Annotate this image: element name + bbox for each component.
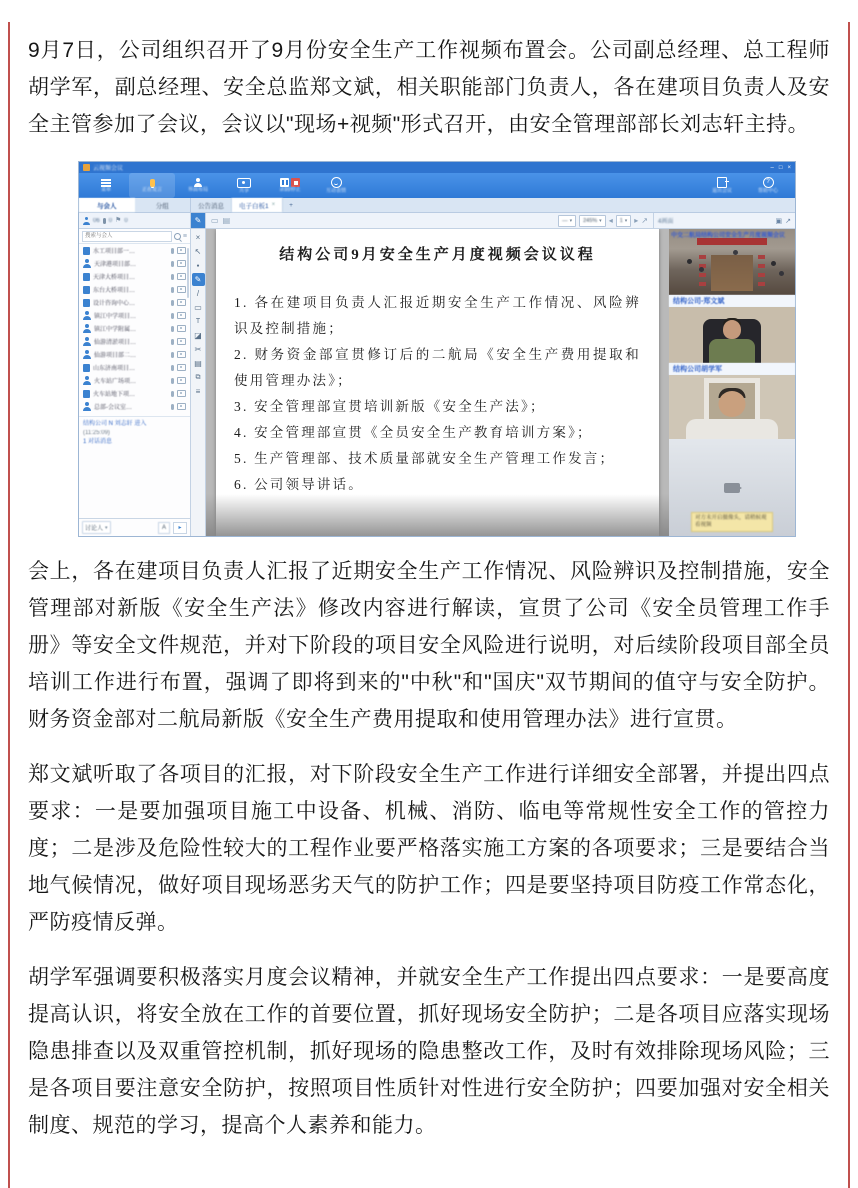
- clear-tool-icon[interactable]: [192, 231, 205, 244]
- layout-button[interactable]: 界面布局: [175, 173, 221, 198]
- participant-row[interactable]: 仙游清淤项目…: [79, 335, 190, 348]
- camera-icon[interactable]: [177, 325, 186, 332]
- record-pause-icon[interactable]: [280, 178, 289, 187]
- participant-row[interactable]: 水工项目部一…: [79, 244, 190, 257]
- pen-tool-icon[interactable]: [192, 273, 205, 286]
- mic-icon[interactable]: [171, 339, 174, 345]
- video-tile-zhengwenbin[interactable]: [669, 307, 795, 363]
- speaking-count-icon: [103, 218, 106, 224]
- video-panel-header: [654, 213, 795, 228]
- annotation-toolbar: [191, 229, 206, 536]
- record-button[interactable]: 录制/停止: [267, 173, 313, 198]
- active-pen-tool[interactable]: ✎: [191, 213, 206, 228]
- message-line: 结构公司 N 刘志轩 进入: [83, 421, 147, 427]
- conference-app-screenshot: [78, 161, 796, 537]
- text-tool-icon[interactable]: [192, 315, 205, 328]
- participant-row[interactable]: 镇江中学附属…: [79, 322, 190, 335]
- help-button[interactable]: ? 帮助中心: [757, 179, 778, 194]
- agenda-item: 2. 财务资金部宣贯修订后的二航局《安全生产费用提取和使用管理办法》；: [234, 347, 641, 388]
- zoom-select[interactable]: 245% ▾: [579, 215, 606, 227]
- article-page: [8, 22, 850, 1188]
- screen-share-icon: [237, 178, 251, 188]
- mic-icon[interactable]: [171, 313, 174, 319]
- smiley-icon: [331, 177, 342, 188]
- agenda-item: 6. 公司领导讲话。: [234, 477, 364, 492]
- participant-row[interactable]: 仙游项目部二…: [79, 348, 190, 361]
- person-body: [709, 339, 755, 363]
- participant-row[interactable]: 山东济南项目…: [79, 361, 190, 374]
- font-button[interactable]: A: [158, 522, 170, 534]
- participant-row[interactable]: 天津港项目部…: [79, 257, 190, 270]
- camera-icon[interactable]: [177, 377, 186, 384]
- emoji-button[interactable]: 互动表情: [313, 173, 359, 198]
- article-paragraph-1: 9月7日，公司组织召开了9月份安全生产工作视频布置会。公司副总经理、总工程师胡学军，副总经理、安全总监郑文斌，相关职能部门负责人，各在建项目负责人及安全主管参加了会议，会议以"现场+视频"形式召开，由安全管理部部长刘志轩主持。: [28, 39, 830, 136]
- agenda-item: 1. 各在建项目负责人汇报近期安全生产工作情况、风险辨识及控制措施；: [234, 295, 641, 336]
- agenda-item: 4. 安全管理部宣贯《全员安全生产教育培训方案》；: [234, 425, 593, 440]
- meeting-banner: [697, 238, 768, 245]
- app-titlebar: [79, 162, 795, 173]
- person-icon: [83, 311, 91, 320]
- exit-door-icon: [717, 177, 727, 188]
- participant-row[interactable]: 火车站地下项…: [79, 387, 190, 400]
- person-icon: [83, 324, 91, 333]
- close-tab-icon[interactable]: ×: [271, 202, 276, 208]
- select-tool-icon[interactable]: ▭: [211, 215, 219, 225]
- tab-row: [79, 198, 795, 213]
- person-body: [686, 419, 778, 439]
- person-icon: [83, 376, 91, 385]
- whiteboard-area[interactable]: [206, 229, 669, 536]
- help-icon: ?: [763, 177, 774, 188]
- chat-input-bar: [79, 518, 190, 536]
- mic-icon[interactable]: [171, 300, 174, 306]
- participant-row[interactable]: 东台大桥项目…: [79, 283, 190, 296]
- menu-button[interactable]: 菜单: [83, 173, 129, 198]
- list-view-icon[interactable]: ≡: [182, 232, 187, 240]
- exit-meeting-button[interactable]: 退出会议: [699, 173, 745, 198]
- person-icon: [83, 337, 91, 346]
- search-icon[interactable]: [174, 233, 181, 240]
- chairs-left: [699, 255, 706, 287]
- tab-whiteboard[interactable]: 电子白板1 ×: [232, 198, 283, 212]
- article-paragraph-4: 胡学军强调要积极落实月度会议精神，并就安全生产工作提出四点要求：一是要高度提高认识，将安全放在工作的首要位置，抓好现场安全防护；二是各项目应落实现场隐患排查以及双重管控机制，抓好现场的隐患整改工作，及时有效排除现场风险；三是各项目要注意安全防护，按照项目性质针对性进行安全防护；四要加强对安全相关制度、规范的学习，提高个人素养和能力。: [28, 966, 830, 1137]
- next-page-icon[interactable]: ▸: [634, 215, 639, 225]
- camera-icon[interactable]: [177, 338, 186, 345]
- mic-icon[interactable]: [171, 274, 174, 280]
- participant-row[interactable]: 火车站广场项…: [79, 374, 190, 387]
- add-tab-button[interactable]: +: [289, 201, 293, 209]
- participant-list: [79, 244, 190, 416]
- mic-icon[interactable]: [171, 261, 174, 267]
- import-doc-icon[interactable]: [192, 357, 205, 370]
- mic-icon[interactable]: [171, 287, 174, 293]
- camera-icon[interactable]: [177, 247, 186, 254]
- page-select[interactable]: 1 ▾: [616, 215, 632, 227]
- app-logo-icon: [83, 164, 90, 171]
- line-tool-icon[interactable]: [192, 287, 205, 300]
- screenshot-tool-icon[interactable]: [192, 343, 205, 356]
- cursor-tool-icon[interactable]: [192, 245, 205, 258]
- room-icon: [83, 247, 90, 255]
- agenda-title: 结构公司9月安全生产月度视频会议议程: [279, 247, 596, 263]
- video-label-zhengwenbin: 结构公司-郑文斌: [669, 295, 795, 307]
- video-grid-icon[interactable]: ▣: [775, 217, 783, 225]
- article-paragraph-2: 会上，各在建项目负责人汇报了近期安全生产工作情况、风险辨识及控制措施，安全管理部对新版《安全生产法》修改内容进行解读，宣贯了公司《安全员管理工作手册》等安全文件规范，并对下阶段的项目安全风险进行说明，对后续阶段项目部全员培训工作进行布置，强调了即将到来的"中秋"和"国庆"双节期间的值守与安全防护。财务资金部对二航局新版《安全生产费用提取和使用管理办法》进行宣贯。: [28, 560, 830, 731]
- mic-icon[interactable]: [171, 404, 174, 410]
- camera-off-icon: [724, 483, 740, 493]
- chairs-right: [758, 255, 765, 287]
- mic-icon[interactable]: [171, 391, 174, 397]
- conference-table: [711, 255, 754, 291]
- meeting-messages: [79, 416, 190, 450]
- video-tile-conference-room[interactable]: [669, 229, 795, 295]
- room-icon: [83, 390, 90, 398]
- article-paragraph-3: 郑文斌听取了各项目的汇报，对下阶段安全生产工作进行详细安全部署，并提出四点要求：一是要加强项目施工中设备、机械、消防、临电等常规性安全工作的管控力度；二是涉及危险性较大的工程作业要严格落实施工方案的各项要求；三是要结合当地气候情况，做好项目现场恶劣天气的防护工作；四是要坚持项目防疫工作常态化，严防疫情反弹。: [28, 763, 830, 934]
- save-board-icon[interactable]: ▤: [222, 215, 231, 225]
- tab-participants[interactable]: 与会人: [79, 198, 135, 212]
- presenter-icon: [193, 178, 203, 187]
- online-count-icon: [83, 217, 90, 225]
- message-timestamp: (11:25:09): [83, 430, 110, 436]
- menu-icon: [101, 179, 111, 187]
- mic-icon[interactable]: [171, 365, 174, 371]
- close-button[interactable]: ×: [787, 164, 791, 171]
- video-tile-huxuejun[interactable]: [669, 375, 795, 439]
- camera-icon[interactable]: [177, 390, 186, 397]
- rectangle-tool-icon[interactable]: [192, 301, 205, 314]
- record-stop-icon[interactable]: [291, 178, 300, 187]
- video-count-label: 4画面: [658, 219, 674, 225]
- tab-groups[interactable]: 分组: [155, 202, 169, 210]
- room-icon: [83, 273, 90, 281]
- person-icon: [83, 259, 91, 268]
- camera-icon[interactable]: [177, 273, 186, 280]
- speaking-count: 0: [108, 217, 113, 224]
- participant-row[interactable]: 设计咨询中心…: [79, 296, 190, 309]
- laser-tool-icon[interactable]: [192, 259, 205, 272]
- camera-off-note: 对方未开启摄像头，请稍候观看视频: [691, 512, 773, 532]
- hand-raise-count: 0: [124, 217, 128, 224]
- participants-sidebar: [79, 229, 191, 536]
- prev-page-icon[interactable]: ◂: [608, 215, 613, 225]
- microphone-icon: [150, 179, 155, 187]
- video-popout-icon[interactable]: ↗: [785, 217, 791, 225]
- camera-icon[interactable]: [177, 260, 186, 267]
- send-button[interactable]: ▸: [173, 522, 187, 534]
- agenda-item: 3. 安全管理部宣贯培训新版《安全生产法》；: [234, 399, 546, 414]
- person-head: [719, 391, 746, 417]
- room-icon: [83, 299, 90, 307]
- share-button[interactable]: 共享: [221, 173, 267, 198]
- person-icon: [83, 402, 91, 411]
- camera-icon[interactable]: [177, 312, 186, 319]
- mic-icon[interactable]: [171, 326, 174, 332]
- eraser-tool-icon[interactable]: [192, 329, 205, 342]
- video-panel: [669, 229, 795, 536]
- minimize-button[interactable]: –: [770, 164, 774, 171]
- camera-icon[interactable]: [177, 286, 186, 293]
- participant-status-bar: [79, 213, 191, 228]
- person-icon: [83, 350, 91, 359]
- video-tile-camera-off[interactable]: [669, 439, 795, 536]
- agenda-item: 5. 生产管理部、技术质量部就安全生产管理工作发言；: [234, 451, 616, 466]
- participant-row[interactable]: 总部-会议室…: [79, 400, 190, 413]
- app-title: 云视频会议: [93, 166, 124, 172]
- mic-icon[interactable]: [171, 352, 174, 358]
- hand-raise-icon: ⚑: [115, 217, 122, 224]
- participant-row[interactable]: 天津大桥项目…: [79, 270, 190, 283]
- attendees: [687, 259, 692, 264]
- camera-icon[interactable]: [177, 403, 186, 410]
- online-count: 06: [93, 217, 100, 224]
- camera-icon[interactable]: [177, 364, 186, 371]
- more-tools-icon[interactable]: [192, 385, 205, 398]
- record-stop-icons: [280, 178, 300, 187]
- participant-search: [79, 229, 190, 244]
- pages-tool-icon[interactable]: [192, 371, 205, 384]
- pen-width-select[interactable]: — ▾: [558, 215, 576, 227]
- room-icon: [83, 364, 90, 372]
- app-toolbar: [79, 173, 795, 198]
- room-icon: [83, 286, 90, 294]
- whiteboard-toolbar: [206, 213, 654, 228]
- fullscreen-board-icon[interactable]: ↗: [641, 215, 648, 225]
- mic-icon[interactable]: [171, 248, 174, 254]
- chat-target-select[interactable]: 讨论人 ▾: [82, 521, 111, 534]
- secondary-toolbar-row: [79, 213, 795, 229]
- video-label-huxuejun: 结构公司胡学军: [669, 363, 795, 375]
- search-input[interactable]: [82, 231, 172, 242]
- mic-icon[interactable]: [171, 378, 174, 384]
- participant-row[interactable]: 镇江中学项目…: [79, 309, 190, 322]
- camera-icon[interactable]: [177, 299, 186, 306]
- maximize-button[interactable]: □: [778, 164, 783, 171]
- camera-icon[interactable]: [177, 351, 186, 358]
- microphone-button[interactable]: 正在发言: [129, 173, 175, 198]
- message-line: 1 对话消息: [83, 439, 113, 445]
- agenda-document: [216, 229, 659, 536]
- person-head: [723, 320, 741, 339]
- tab-announcements[interactable]: 公告消息: [191, 198, 232, 212]
- camera-overlay-text: 中交二航局结构公司安全生产月度视频会议: [671, 233, 786, 239]
